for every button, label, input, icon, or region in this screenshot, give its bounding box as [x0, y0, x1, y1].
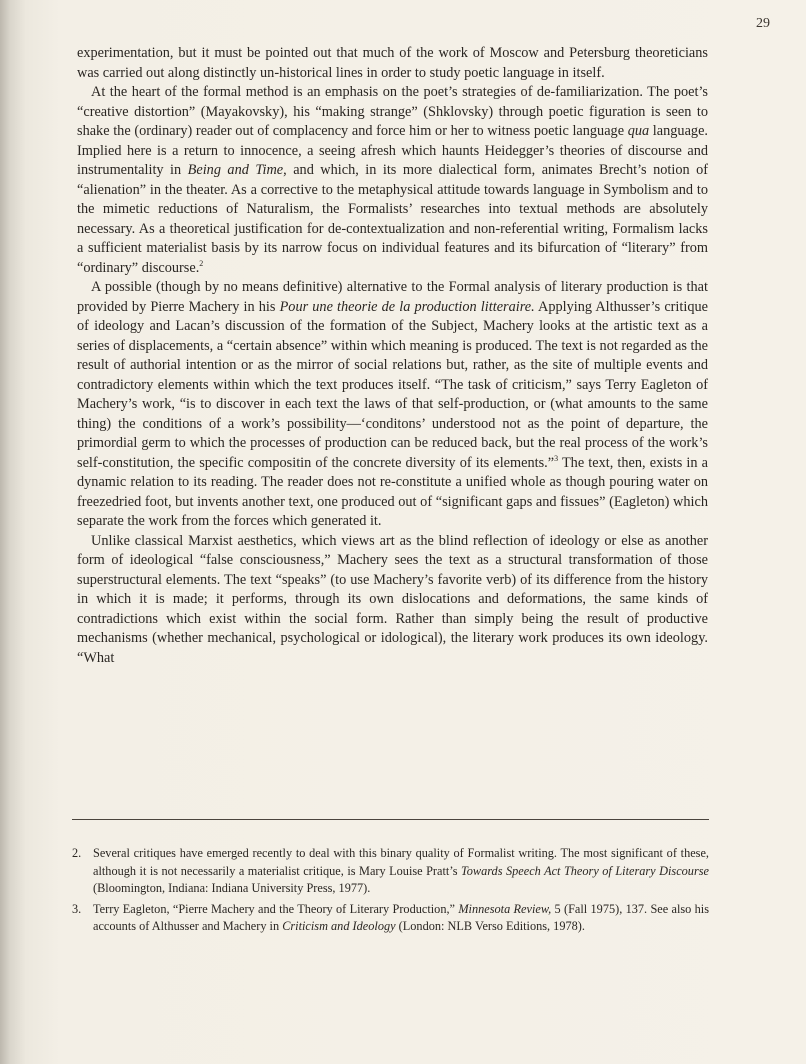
footnote-ref-2: 2: [199, 258, 204, 268]
footnote-3-number: 3.: [72, 901, 82, 916]
paragraph-3-text-b: Applying Althusser’s critique of ideology and Lacan’s discussion of the formation of the Subject, Machery looks at the artistic text as a series of displacements, a “certain absence” within which meaning is produced. The text is not regarded as the result of authorial intention or as the mirror of social relations but, rather, as the site of multiple events and contradictory elements within which the text produces itself. “The task of criticism,” says Terry Eagleton of Machery’s work, “is to discover in each text the laws of that self-production, or (what amounts to the same thing) the conditions of a work’s possibility—‘conditons’ understood not as the point of departure, the primordial germ to which the processes of production can be reduced back, but the real process of the work’s self-constitution, the specific compositin of the concrete diversity of its elements.”: [77, 298, 708, 471]
footnote-3-italic-journal: Minnesota Review,: [458, 901, 552, 916]
footnote-2-number: 2.: [72, 846, 82, 860]
footnote-2-text-b: (Bloomington, Indiana: Indiana University Press, 1977).: [93, 881, 371, 895]
footnote-2-italic-title: Towards Speech Act Theory of Literary Discourse: [461, 863, 709, 878]
footnote-3-text-c: (London: NLB Verso Editions, 1978).: [395, 919, 585, 933]
paragraph-2-text-c: , and which, in its more dialectical form, animates Brecht’s notion of “alienation” in the theater. As a corrective to the metaphysical attitude towards language in Symbolism and to the mimetic reductions of Naturalism, the Formalists’ researches into textual methods are absolutely necessary. As a theoretical justification for de-contextualization and non-referential writing, Formalism lacks a sufficient materialist basis by its narrow focus on individual features and its bifurcation of “literary” from “ordinary” discourse.: [77, 162, 709, 276]
footnotes: [72, 845, 709, 939]
paragraph-2-italic-qua: qua: [627, 123, 650, 139]
paragraph-2: [77, 83, 708, 278]
paragraph-1: [77, 44, 708, 83]
body-text: [77, 44, 708, 668]
footnote-3-text-a: Terry Eagleton, “Pierre Machery and the Theory of Literary Production,”: [93, 901, 459, 916]
paragraph-2-italic-being-and-time: Being and Time: [187, 162, 284, 178]
paragraph-2-text-a: At the heart of the formal method is an emphasis on the poet’s strategies of de-familiarization. The poet’s “creative distortion” (Mayakovsky), his “making strange” (Shklovsky) through poetic figuration is seen to shake the (ordinary) reader out of complacency and force him or her to witness poetic language: [77, 84, 708, 139]
footnote-ref-3: 3: [554, 453, 559, 463]
footnote-2: [72, 845, 709, 898]
footnote-3-text-b: 5 (Fall 1975), 137. See also his accounts of Althusser and Machery in: [93, 901, 709, 933]
paragraph-3: [77, 278, 708, 532]
footnote-2-text-a: Several critiques have emerged recently to deal with this binary quality of Formalist writing. The most significant of these, although it is not necessarily a materialist critique, is Mary Louise Pratt’s: [93, 846, 709, 878]
paragraph-3-text-c: The text, then, exists in a dynamic relation to its reading. The reader does not re-constitute a unified whole as though pouring water on freezedried foot, but invents another text, one produced out of “significant gaps and fissues” (Eagleton) which separate the work from the forces which generated it.: [77, 454, 708, 529]
page-number: 29: [756, 16, 770, 31]
paragraph-4: [77, 532, 708, 669]
paragraph-3-italic-title: Pour une theorie de la production litteraire.: [279, 298, 535, 315]
paragraph-1-text: experimentation, but it must be pointed out that much of the work of Moscow and Petersburg theoreticians was carried out along distinctly un-historical lines in order to study poetic language in itself.: [77, 45, 708, 81]
paragraph-3-text-a: A possible (though by no means definitive) alternative to the Formal analysis of literary production is that provided by Pierre Machery in his: [77, 279, 708, 315]
footnote-divider: [72, 819, 709, 820]
paragraph-4-text: Unlike classical Marxist aesthetics, which views art as the blind reflection of ideology or else as another form of ideological “false consciousness,” Machery sees the text as a structural transformation of those superstructural elements. The text “speaks” (to use Machery’s favorite verb) of its difference from the history in which it is made; it performs, through its own dislocations and deformations, the same kinds of contradictions which exist within the social form. Rather than simply being the result of productive mechanisms (whether mechanical, psychological or idological), the literary work produces its own ideology. “What: [77, 532, 708, 666]
paragraph-2-text-b: language. Implied here is a return to innocence, a seeing afresh which haunts Heidegger’s theories of discourse and instrumentality in: [77, 123, 708, 178]
footnote-3: [72, 901, 709, 936]
footnote-3-italic-book: Criticism and Ideology: [282, 919, 396, 933]
